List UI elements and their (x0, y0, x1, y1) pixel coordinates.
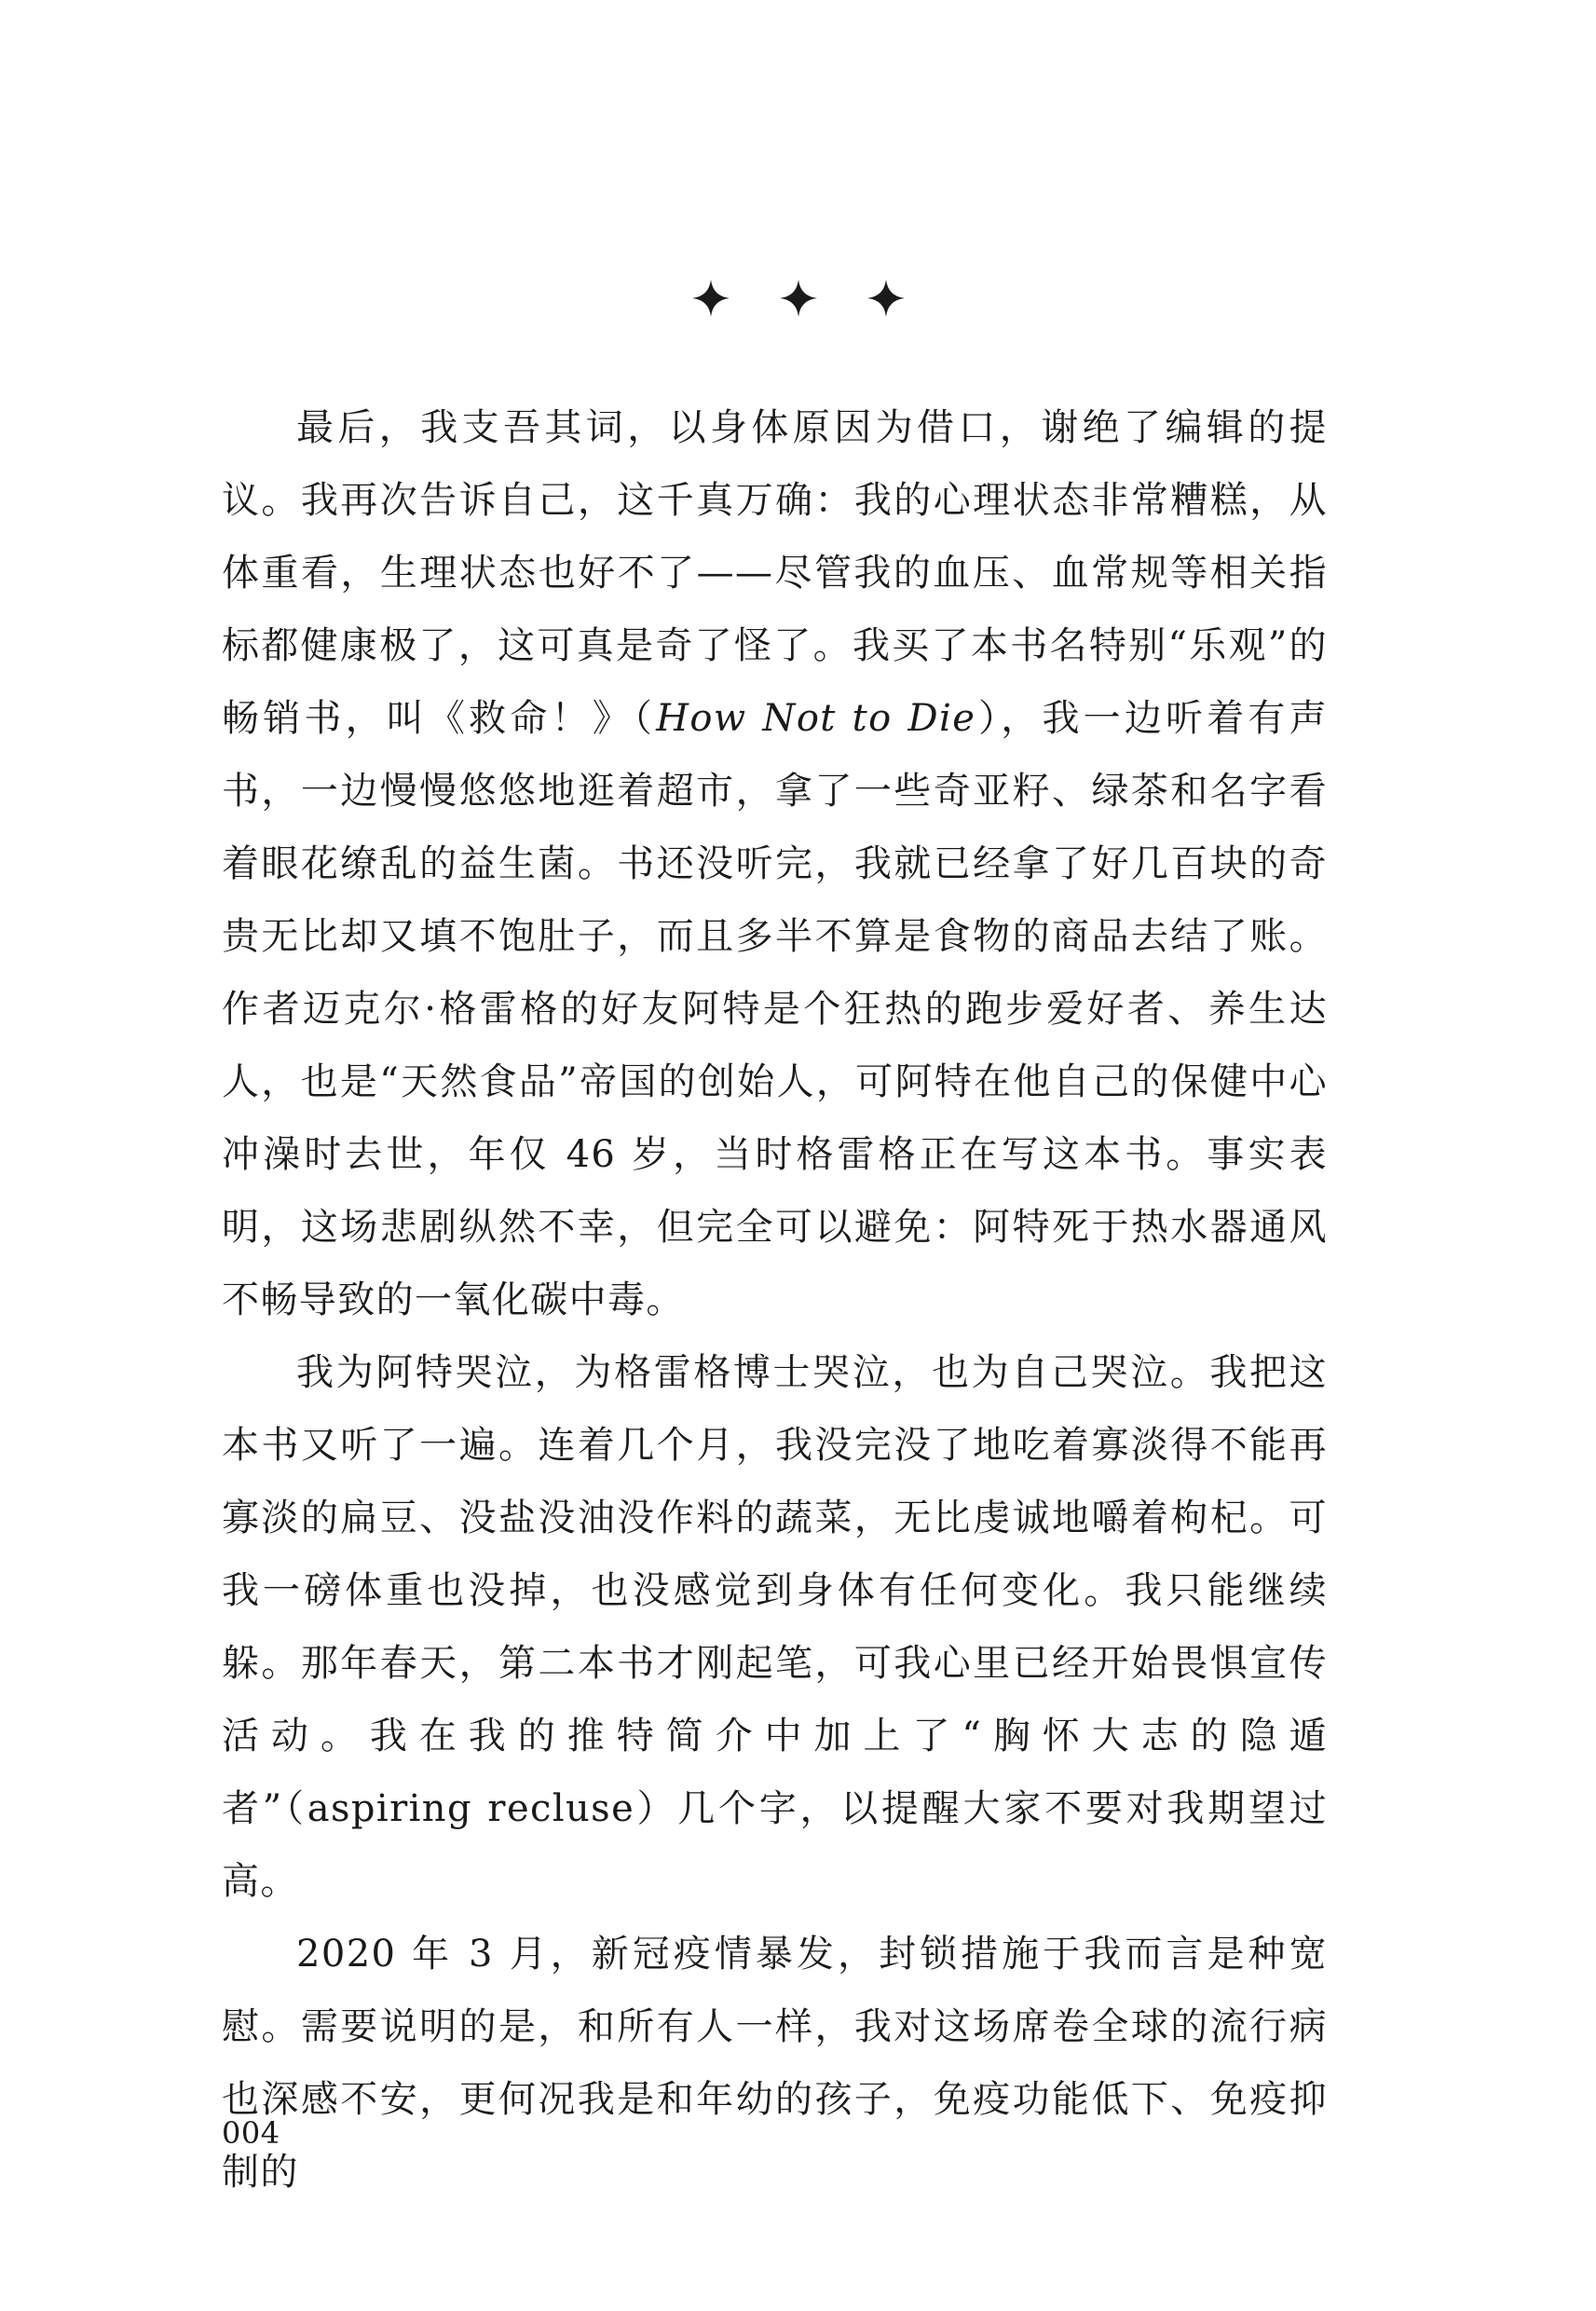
paragraph: 我为阿特哭泣，为格雷格博士哭泣，也为自己哭泣。我把这本书又听了一遍。连着几个月，我没完没了地吃着寡淡得不能再寡淡的扁豆、没盐没油没作料的蔬菜，无比虔诚地嚼着枸杞。可我一磅体重也没掉，也没感觉到身体有任何变化。我只能继续躲。那年春天，第二本书才刚起笔，可我心里已经开始畏惧宣传活动。我在我的推特简介中加上了“胸怀大志的隐遁者”（aspiring recluse）几个字，以提醒大家不要对我期望过高。 (222, 1351, 1328, 1903)
body-text (222, 391, 1328, 2208)
paragraph: 最后，我支吾其词，以身体原因为借口，谢绝了编辑的提议。我再次告诉自己，这千真万确：我的心理状态非常糟糕，从体重看，生理状态也好不了——尽管我的血压、血常规等相关指标都健康极了，这可真是奇了怪了。我买了本书名特别“乐观”的畅销书，叫《救命！》（How Not to Die），我一边听着有声书，一边慢慢悠悠地逛着超市，拿了一些奇亚籽、绿茶和名字看着眼花缭乱的益生菌。书还没听完，我就已经拿了好几百块的奇贵无比却又填不饱肚子，而且多半不算是食物的商品去结了账。作者迈克尔·格雷格的好友阿特是个狂热的跑步爱好者、养生达人，也是“天然食品”帝国的创始人，可阿特在他自己的保健中心冲澡时去世，年仅 46 岁，当时格雷格正在写这本书。事实表明，这场悲剧纵然不幸，但完全可以避免：阿特死于热水器通风不畅导致的一氧化碳中毒。 (222, 406, 1328, 1321)
page-number: 004 (222, 2115, 280, 2151)
book-title-english: How Not to Die (656, 697, 976, 740)
section-break-ornament (0, 270, 1596, 326)
four-point-star-icon (691, 279, 730, 318)
paragraph: 2020 年 3 月，新冠疫情暴发，封锁措施于我而言是种宽慰。需要说明的是，和所有人一样，我对这场席卷全球的流行病也深感不安，更何况我是和年幼的孩子，免疫功能低下、免疫抑制的 (222, 1933, 1328, 2194)
four-point-star-icon (866, 279, 906, 318)
four-point-star-icon (779, 279, 818, 318)
